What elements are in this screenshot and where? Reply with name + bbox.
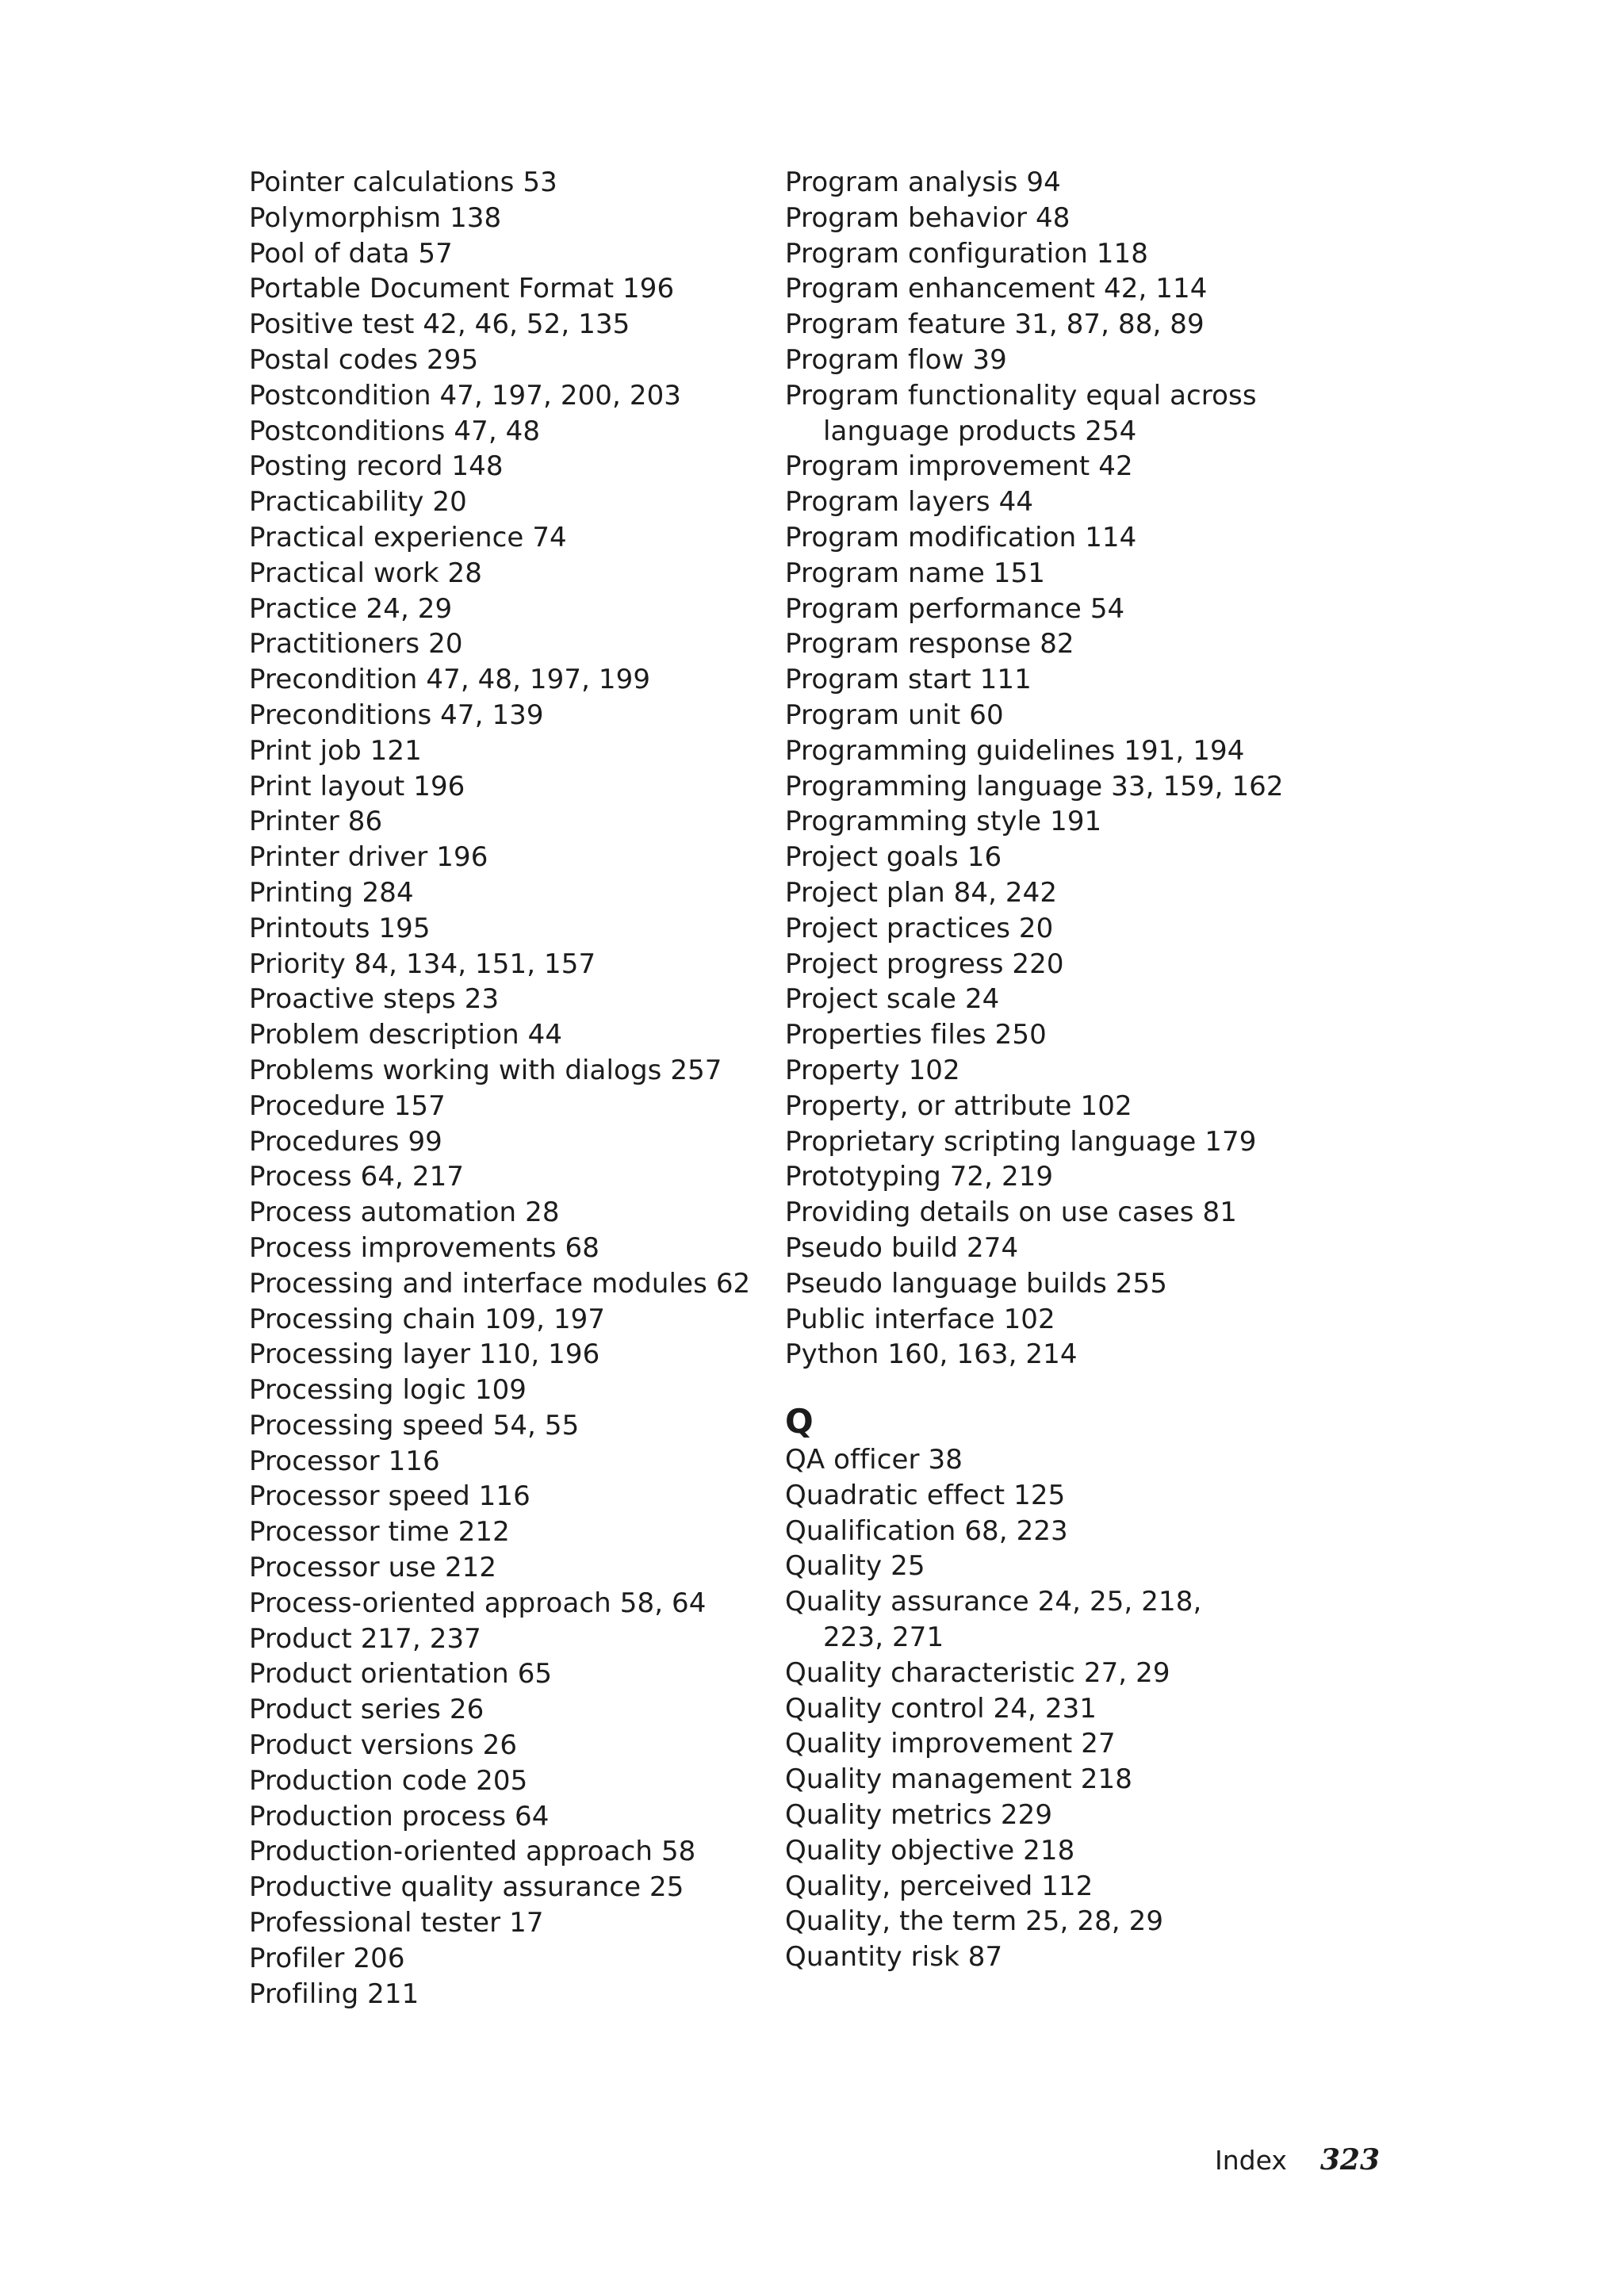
index-entry — [785, 1549, 1308, 1584]
index-entry-text: Quality characteristic 27, 29 — [785, 1656, 1170, 1689]
index-entry — [785, 556, 1308, 592]
index-entry — [785, 307, 1308, 343]
index-entry-text: Proprietary scripting language 179 — [785, 1125, 1257, 1158]
index-entry — [249, 698, 772, 733]
index-entry-text: Programming language 33, 159, 162 — [785, 770, 1284, 802]
index-entry-text: Program analysis 94 — [785, 167, 1061, 198]
index-entry-text: Quality 25 — [785, 1550, 925, 1583]
index-entry-text: Quality metrics 229 — [785, 1799, 1053, 1832]
index-entry — [785, 1017, 1308, 1053]
index-entry — [785, 626, 1308, 662]
index-entry — [249, 769, 772, 805]
index-entry-text: Providing details on use cases 81 — [785, 1197, 1237, 1229]
index-entry — [249, 343, 772, 378]
index-entry — [249, 1870, 772, 1905]
index-entry — [249, 1622, 772, 1657]
index-entry-text: Quality control 24, 231 — [785, 1692, 1097, 1725]
index-entry-text: Practical experience 74 — [249, 521, 567, 553]
index-entry — [249, 1337, 772, 1373]
index-entry — [785, 1691, 1308, 1727]
index-entry — [785, 1656, 1308, 1691]
index-entry — [785, 1726, 1308, 1762]
index-entry-text: Printer 86 — [249, 806, 383, 838]
index-entry — [249, 592, 772, 627]
index-entry-text: Processing chain 109, 197 — [249, 1303, 606, 1335]
running-footer-label: Index — [1215, 2145, 1287, 2176]
index-entry-text: Project plan 84, 242 — [785, 876, 1058, 909]
index-entry-text: Program functionality equal across — [785, 379, 1257, 412]
index-entry — [785, 592, 1308, 627]
index-entry — [249, 1905, 772, 1941]
index-entry — [249, 520, 772, 556]
index-entry — [785, 236, 1308, 272]
index-entry-text: Portable Document Format 196 — [249, 273, 675, 305]
index-entry — [249, 1159, 772, 1195]
index-entry-text: Program layers 44 — [785, 486, 1034, 519]
index-entry — [249, 626, 772, 662]
index-entry-text: Priority 84, 134, 151, 157 — [249, 948, 596, 980]
index-entry-text: Processing logic 109 — [249, 1374, 527, 1407]
index-entries-p-continued — [785, 165, 1308, 1373]
index-entry — [785, 1798, 1308, 1833]
index-entry-text: Program feature 31, 87, 88, 89 — [785, 308, 1205, 341]
index-entry-text: Profiler 206 — [249, 1942, 405, 1974]
index-entry-text: Processing layer 110, 196 — [249, 1338, 600, 1371]
index-entry — [249, 1656, 772, 1692]
index-entry-text: Polymorphism 138 — [249, 201, 502, 234]
index-entry — [785, 378, 1308, 450]
index-entry-text: Processing speed 54, 55 — [249, 1409, 580, 1442]
index-entry — [249, 1550, 772, 1586]
index-entries-q — [785, 1442, 1308, 1975]
index-entry-text: Programming guidelines 191, 194 — [785, 734, 1245, 767]
index-entry-text: Public interface 102 — [785, 1303, 1055, 1335]
index-entry — [785, 1302, 1308, 1338]
index-column-left — [249, 165, 772, 2012]
index-entry-text: Processor speed 116 — [249, 1480, 530, 1513]
index-entry — [249, 414, 772, 450]
index-entry — [249, 947, 772, 982]
index-entry-text: Quantity risk 87 — [785, 1941, 1003, 1974]
index-entry — [249, 556, 772, 592]
index-entry — [249, 165, 772, 201]
index-entry — [249, 449, 772, 484]
index-entry-text: Quality management 218 — [785, 1763, 1132, 1796]
index-entry-text: Product series 26 — [249, 1694, 485, 1726]
index-entry — [785, 947, 1308, 982]
index-entry-text: Processor time 212 — [249, 1516, 510, 1549]
index-entry — [249, 1231, 772, 1266]
index-entry — [785, 840, 1308, 875]
index-entry — [785, 520, 1308, 556]
index-entry — [785, 662, 1308, 698]
index-entry — [249, 271, 772, 307]
index-entry — [785, 1514, 1308, 1549]
index-entry-text: Practical work 28 — [249, 557, 483, 589]
index-entry — [249, 1514, 772, 1550]
index-entry-text: Quality, perceived 112 — [785, 1870, 1094, 1902]
index-entry-text: QA officer 38 — [785, 1444, 963, 1476]
index-entry-text: Postconditions 47, 48 — [249, 415, 541, 447]
index-entry — [785, 875, 1308, 911]
index-entry — [785, 449, 1308, 484]
index-entry-text: Print layout 196 — [249, 770, 465, 802]
index-entry-text: Quality assurance 24, 25, 218, — [785, 1586, 1202, 1618]
index-entry-text: Process automation 28 — [249, 1197, 560, 1229]
index-entry-text: Quality objective 218 — [785, 1834, 1075, 1867]
index-entry-text: Process 64, 217 — [249, 1161, 465, 1193]
index-entry — [785, 1584, 1308, 1656]
index-entry-text: Positive test 42, 46, 52, 135 — [249, 308, 630, 341]
index-entry — [249, 201, 772, 236]
index-entry-text: Practice 24, 29 — [249, 592, 453, 625]
index-entry-text: Properties files 250 — [785, 1019, 1047, 1051]
index-entry-text: Professional tester 17 — [249, 1907, 544, 1939]
index-entry-text: Qualification 68, 223 — [785, 1514, 1068, 1547]
index-entry — [249, 1053, 772, 1089]
index-entry — [249, 1586, 772, 1622]
index-entry — [249, 840, 772, 875]
index-entry — [249, 1977, 772, 2012]
index-entry — [249, 1195, 772, 1231]
index-entry-text: Quality improvement 27 — [785, 1728, 1116, 1760]
index-entry-text: Postcondition 47, 197, 200, 203 — [249, 379, 682, 412]
index-entry — [249, 733, 772, 769]
index-column-right — [785, 165, 1308, 1975]
page-number: 323 — [1320, 2143, 1381, 2177]
index-entry-text: Processor 116 — [249, 1445, 440, 1477]
index-entry-text: Printouts 195 — [249, 912, 431, 944]
index-entry-text: Program response 82 — [785, 628, 1074, 660]
index-entry-text: Postal codes 295 — [249, 343, 479, 376]
index-entry-text: Process-oriented approach 58, 64 — [249, 1587, 707, 1619]
index-entry-text: Proactive steps 23 — [249, 983, 500, 1016]
index-entry — [249, 1728, 772, 1763]
index-entry-text: Program behavior 48 — [785, 201, 1071, 234]
index-entry — [785, 1266, 1308, 1302]
index-entry-text: Property 102 — [785, 1054, 960, 1086]
index-entry-text: Program name 151 — [785, 557, 1045, 589]
index-entry-text: Program start 111 — [785, 664, 1032, 696]
index-entry — [785, 911, 1308, 947]
index-entry-text: Program modification 114 — [785, 521, 1137, 553]
index-entry-text: Program flow 39 — [785, 343, 1007, 376]
index-entry-text: Program performance 54 — [785, 592, 1125, 625]
index-entry-text: Python 160, 163, 214 — [785, 1338, 1078, 1371]
index-entry — [785, 271, 1308, 307]
index-entry — [785, 1939, 1308, 1975]
index-entry-text: Posting record 148 — [249, 450, 504, 483]
index-entry-text: Pool of data 57 — [249, 237, 453, 270]
index-entry — [249, 236, 772, 272]
index-entry — [785, 1089, 1308, 1124]
index-entry-text: Product orientation 65 — [249, 1658, 553, 1690]
index-entry-text: Procedure 157 — [249, 1089, 446, 1122]
index-entry-text: Practitioners 20 — [249, 628, 463, 660]
index-entry-continuation: language products 254 — [823, 415, 1137, 447]
index-entry — [249, 378, 772, 414]
index-entry-text: Procedures 99 — [249, 1125, 442, 1158]
index-entry-text: Quality, the term 25, 28, 29 — [785, 1905, 1164, 1938]
index-entry-text: Quadratic effect 125 — [785, 1479, 1066, 1511]
index-entry — [249, 307, 772, 343]
index-entry — [249, 804, 772, 840]
index-entry — [785, 698, 1308, 733]
page-footer — [1215, 2142, 1380, 2178]
index-entry — [249, 1017, 772, 1053]
index-entry — [785, 1833, 1308, 1869]
index-entry — [785, 201, 1308, 236]
index-entry-text: Project goals 16 — [785, 841, 1002, 874]
index-entry — [249, 1479, 772, 1514]
index-entry-text: Program configuration 118 — [785, 237, 1148, 270]
index-entry — [785, 1337, 1308, 1373]
index-entry-text: Pointer calculations 53 — [249, 167, 557, 198]
index-entry — [785, 1869, 1308, 1905]
index-entry — [249, 1408, 772, 1444]
index-entry-text: Productive quality assurance 25 — [249, 1871, 684, 1904]
index-entry — [785, 1904, 1308, 1939]
index-entry-text: Printing 284 — [249, 876, 414, 909]
index-entry-text: Project practices 20 — [785, 912, 1054, 944]
section-letter-q: Q — [785, 1402, 814, 1442]
index-entry — [785, 165, 1308, 201]
index-entry — [249, 1799, 772, 1835]
index-entry — [249, 1266, 772, 1302]
index-entry — [249, 1089, 772, 1124]
index-entry-text: Project scale 24 — [785, 983, 1000, 1016]
index-entry — [249, 911, 772, 947]
index-entry — [785, 1762, 1308, 1798]
index-entry — [249, 662, 772, 698]
index-entry-text: Print job 121 — [249, 734, 422, 767]
index-entry-text: Production code 205 — [249, 1764, 528, 1797]
index-entry — [249, 982, 772, 1017]
index-entry — [249, 1124, 772, 1160]
index-entry-text: Printer driver 196 — [249, 841, 488, 874]
index-entry — [785, 1159, 1308, 1195]
index-entry-text: Product versions 26 — [249, 1729, 518, 1762]
index-entry-text: Processing and interface modules 62 — [249, 1267, 751, 1300]
index-entry-text: Problems working with dialogs 257 — [249, 1054, 722, 1086]
index-entry-text: Pseudo build 274 — [785, 1231, 1019, 1264]
index-entry — [249, 1444, 772, 1480]
index-entry — [785, 484, 1308, 520]
index-entry — [249, 1373, 772, 1408]
index-entry-text: Practicability 20 — [249, 486, 467, 519]
index-entry — [785, 1053, 1308, 1089]
index-entry — [785, 1231, 1308, 1266]
index-entry-text: Production process 64 — [249, 1800, 550, 1832]
index-entry-text: Pseudo language builds 255 — [785, 1267, 1168, 1300]
index-entry — [249, 1834, 772, 1870]
index-entry-text: Programming style 191 — [785, 806, 1102, 838]
index-entry-text: Prototyping 72, 219 — [785, 1161, 1054, 1193]
index-entry-text: Product 217, 237 — [249, 1622, 481, 1655]
index-entry — [785, 1195, 1308, 1231]
index-entry — [785, 1124, 1308, 1160]
index-entry-text: Problem description 44 — [249, 1019, 563, 1051]
index-entry — [785, 733, 1308, 769]
index-entry — [249, 1941, 772, 1977]
index-entry — [785, 769, 1308, 805]
index-entry-text: Process improvements 68 — [249, 1231, 600, 1264]
index-entry-text: Program unit 60 — [785, 699, 1004, 731]
index-entry-text: Property, or attribute 102 — [785, 1089, 1132, 1122]
index-entry-text: Precondition 47, 48, 197, 199 — [249, 664, 651, 696]
index-entry-continuation: 223, 271 — [823, 1622, 944, 1654]
index-entry — [249, 1763, 772, 1799]
index-entry-text: Production-oriented approach 58 — [249, 1836, 696, 1868]
index-entry — [785, 804, 1308, 840]
index-entry — [249, 1302, 772, 1338]
index-entry — [249, 484, 772, 520]
index-entry-text: Preconditions 47, 139 — [249, 699, 544, 731]
index-entry-text: Program enhancement 42, 114 — [785, 273, 1208, 305]
index-entry — [785, 982, 1308, 1017]
index-entry-text: Processor use 212 — [249, 1552, 497, 1584]
index-entry — [249, 1692, 772, 1728]
index-entry — [785, 1442, 1308, 1478]
index-entry — [785, 343, 1308, 378]
index-entry-text: Profiling 211 — [249, 1978, 419, 2010]
index-entry — [785, 1478, 1308, 1514]
index-entry-text: Program improvement 42 — [785, 450, 1133, 483]
index-entry-text: Project progress 220 — [785, 948, 1064, 980]
index-entry — [249, 875, 772, 911]
